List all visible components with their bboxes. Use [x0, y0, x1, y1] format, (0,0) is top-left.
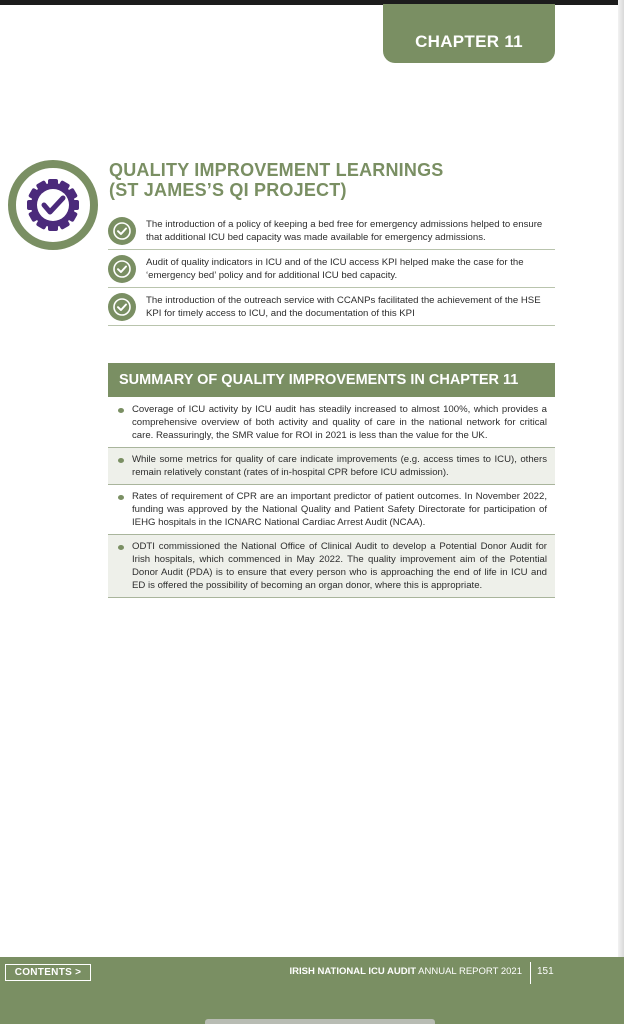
bullet-icon	[118, 545, 124, 550]
summary-header	[108, 363, 555, 397]
summary-text: ODTI commissioned the National Office of Clinical Audit to develop a Potential Donor Audit for Irish hospitals, which commenced in May 2022. The quality improvement aim of the Potential Donor Audit (PDA) is to ensure that every person who is approaching the end of life in ICU and ED is offered the possibility of becoming an organ donor, where this is appropriate.	[132, 541, 547, 591]
check-badge-icon	[8, 160, 98, 250]
learning-item	[108, 288, 555, 326]
report-name: IRISH NATIONAL ICU AUDIT	[289, 966, 417, 977]
page-number: 151	[537, 966, 554, 977]
summary-text: Rates of requirement of CPR are an important predictor of patient outcomes. In November 2022, funding was approved by the National Quality and Patient Safety Directorate for participation of IEHG hospitals in the ICNARC National Cardiac Arrest Audit (NCAA).	[132, 491, 547, 528]
report-suffix: ANNUAL REPORT 2021	[416, 966, 522, 977]
summary-item	[108, 535, 555, 598]
summary-list	[108, 398, 555, 598]
learning-text: The introduction of a policy of keeping a bed free for emergency admissions helped to ensure that additional ICU bed capacity was made available for emergency admissions.	[146, 218, 543, 243]
contents-button[interactable]	[5, 964, 91, 981]
learning-text: The introduction of the outreach service with CCANPs facilitated the achievement of the HSE KPI for timely access to ICU, and the documentation of this KPI	[146, 294, 541, 319]
page-edge-shadow	[618, 0, 624, 1024]
contents-label: CONTENTS >	[14, 967, 82, 978]
learning-item	[108, 212, 555, 250]
check-circle-icon	[108, 293, 136, 321]
learnings-title-line1: QUALITY IMPROVEMENT LEARNINGS	[109, 160, 444, 180]
learnings-list	[108, 212, 555, 326]
bullet-icon	[118, 458, 124, 463]
check-circle-icon	[108, 217, 136, 245]
summary-text: While some metrics for quality of care indicate improvements (e.g. access times to ICU), others remain relatively constant (rates of in-hospital CPR before ICU admission).	[132, 454, 547, 478]
learnings-title	[109, 160, 549, 200]
bullet-icon	[118, 408, 124, 413]
chapter-tab	[383, 4, 555, 63]
chapter-label: CHAPTER 11	[415, 31, 523, 51]
summary-item	[108, 398, 555, 448]
scroll-handle[interactable]	[205, 1019, 435, 1024]
learnings-title-line2: (ST JAMES’S QI PROJECT)	[109, 180, 347, 200]
learning-item	[108, 250, 555, 288]
bullet-icon	[118, 495, 124, 500]
learning-text: Audit of quality indicators in ICU and of the ICU access KPI helped make the case for the ‘emergency bed’ policy and for additional ICU bed capacity.	[146, 256, 524, 281]
check-circle-icon	[108, 255, 136, 283]
summary-item	[108, 485, 555, 535]
footer-report-title	[270, 966, 522, 977]
footer-divider	[530, 962, 531, 984]
summary-title: SUMMARY OF QUALITY IMPROVEMENTS IN CHAPTER 11	[119, 372, 519, 388]
summary-item	[108, 448, 555, 485]
summary-text: Coverage of ICU activity by ICU audit has steadily increased to almost 100%, which provides a comprehensive overview of both activity and quality of care in the national network for critical care. Reassuringly, the SMR value for ROI in 2021 is less than the value for the UK.	[132, 404, 547, 441]
